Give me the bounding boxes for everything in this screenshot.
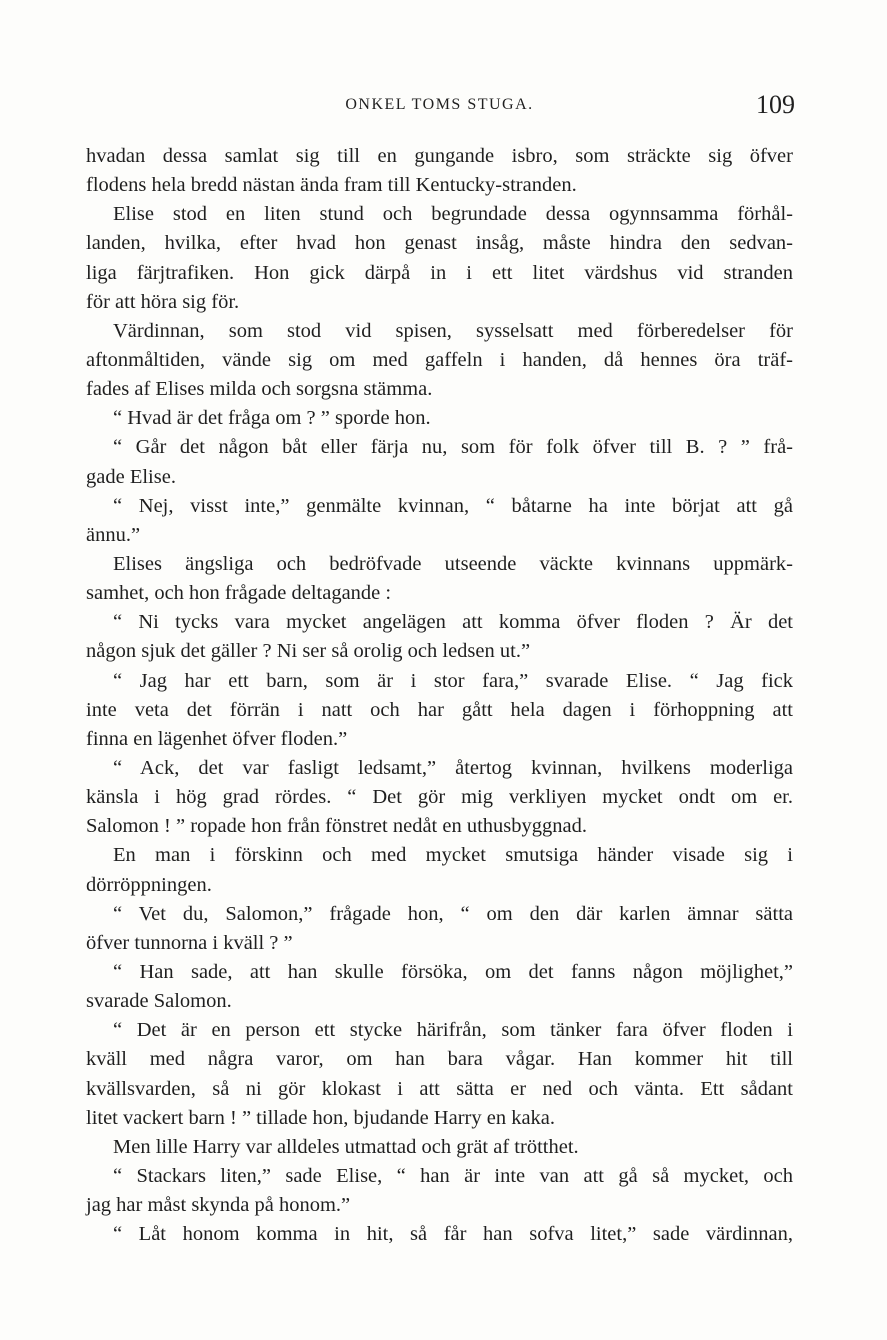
text-line: Men lille Harry var alldeles utmattad och grät af trötthet. (113, 1135, 579, 1158)
text-line: finna en lägenhet öfver floden.” (86, 727, 348, 750)
text-line: gade Elise. (86, 465, 176, 488)
text-line: “ Går det någon båt eller färja nu, som för folk öfver till B. ? ” frå- (113, 436, 793, 459)
text-line: svarade Salomon. (86, 990, 232, 1013)
text-line: liga färjtrafiken. Hon gick därpå in i ett litet värdshus vid stranden (86, 261, 793, 284)
text-line: kvällsvarden, så ni gör klokast i att sätta er ned och vänta. Ett sådant (86, 1077, 793, 1100)
text-line: fades af Elises milda och sorgsna stämma. (86, 378, 433, 401)
text-line: Salomon ! ” ropade hon från fönstret nedåt en uthusbyggnad. (86, 815, 587, 838)
text-line: “ Låt honom komma in hit, så får han sofva litet,” sade värdinnan, (113, 1223, 793, 1246)
text-line: landen, hvilka, efter hvad hon genast insåg, måste hindra den sedvan- (86, 232, 793, 255)
text-line: Elises ängsliga och bedröfvade utseende väckte kvinnans uppmärk- (113, 552, 793, 575)
text-line: samhet, och hon frågade deltagande : (86, 582, 392, 605)
text-line: En man i förskinn och med mycket smutsiga händer visade sig i (113, 844, 793, 867)
text-line: “ Det är en person ett stycke härifrån, som tänker fara öfver floden i (113, 1019, 793, 1042)
text-line: aftonmåltiden, vände sig om med gaffeln i handen, då hennes öra träf- (86, 348, 793, 371)
text-line: för att höra sig för. (86, 290, 240, 313)
text-line: ännu.” (86, 523, 141, 546)
text-line: Värdinnan, som stod vid spisen, sysselsatt med förberedelser för (113, 319, 793, 342)
text-line: dörröppningen. (86, 873, 212, 896)
text-line: flodens hela bredd nästan ända fram till Kentucky-stranden. (86, 174, 577, 197)
text-line: jag har måst skynda på honom.” (86, 1194, 351, 1217)
text-line: “ Hvad är det fråga om ? ” sporde hon. (113, 407, 431, 430)
text-line: “ Vet du, Salomon,” frågade hon, “ om den där karlen ämnar sätta (113, 902, 793, 925)
text-line: “ Ni tycks vara mycket angelägen att komma öfver floden ? Är det (113, 611, 793, 634)
text-line: hvadan dessa samlat sig till en gungande isbro, som sträckte sig öfver (86, 145, 793, 167)
text-line: “ Ack, det var fasligt ledsamt,” återtog kvinnan, hvilkens moderliga (113, 756, 793, 779)
text-line: inte veta det förrän i natt och har gått hela dagen i förhoppning att (86, 698, 793, 721)
text-line: öfver tunnorna i kväll ? ” (86, 931, 293, 954)
text-line: litet vackert barn ! ” tillade hon, bjudande Harry en kaka. (86, 1106, 556, 1129)
text-line: “ Nej, visst inte,” genmälte kvinnan, “ båtarne ha inte börjat att gå (113, 494, 793, 517)
page-header (86, 90, 795, 122)
running-title: ONKEL TOMS STUGA. (345, 96, 534, 113)
text-line: “ Han sade, att han skulle försöka, om det fanns någon möjlighet,” (113, 960, 793, 983)
page-number: 109 (756, 90, 795, 119)
body-text (86, 142, 793, 1249)
text-line: “ Jag har ett barn, som är i stor fara,” svarade Elise. “ Jag fick (113, 669, 793, 692)
text-line: känsla i hög grad rördes. “ Det gör mig verkliyen mycket ondt om er. (86, 786, 793, 809)
text-line: Elise stod en liten stund och begrundade dessa ogynnsamma förhål- (113, 203, 793, 226)
text-line: “ Stackars liten,” sade Elise, “ han är inte van att gå så mycket, och (113, 1164, 793, 1187)
text-line: kväll med några varor, om han bara vågar. Han kommer hit till (86, 1048, 793, 1071)
text-line: någon sjuk det gäller ? Ni ser så orolig och ledsen ut.” (86, 640, 531, 663)
